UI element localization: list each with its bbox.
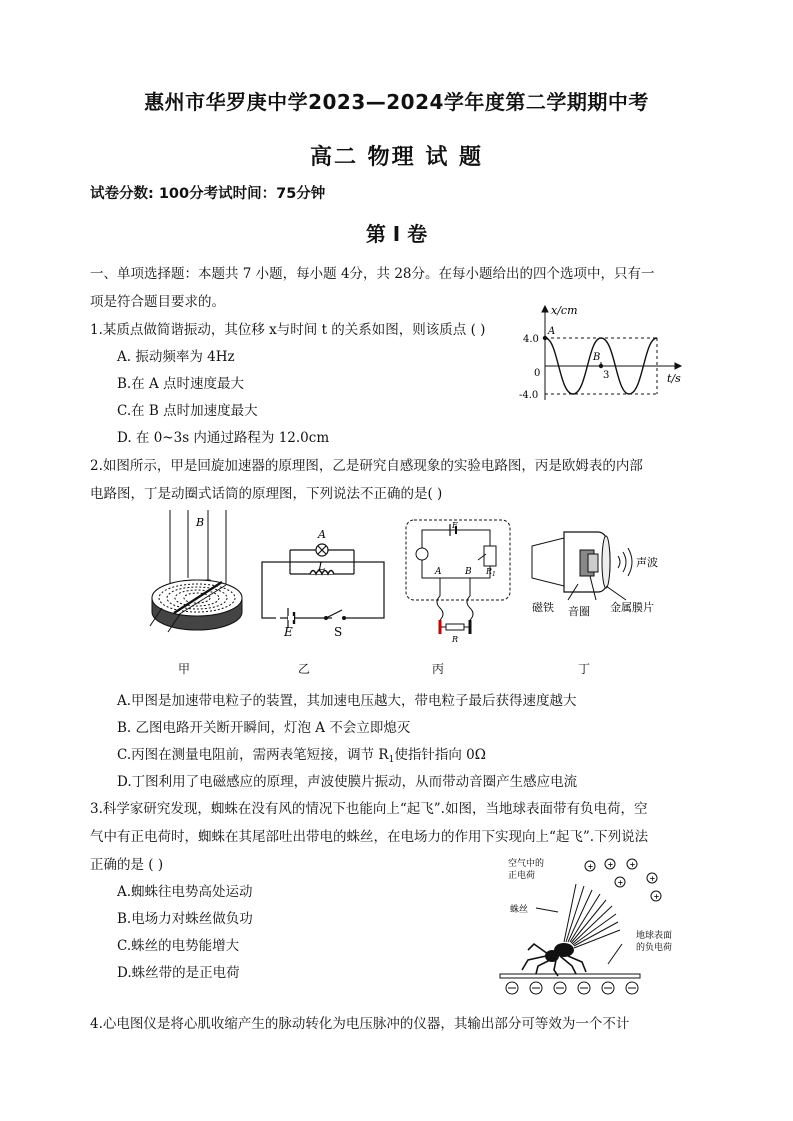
mic-diaphragm-label: 金属膜片 [610, 601, 654, 614]
q2-option-c-sub: 1 [388, 755, 395, 765]
circuit-emf-label: E [284, 625, 293, 639]
q2-option-c [117, 743, 486, 765]
svg-text:+: + [587, 862, 594, 871]
exam-meta: 试卷分数: 100分考试时间：75分钟 [90, 186, 326, 202]
circuit-bulb-label: A [318, 528, 326, 541]
q3-option-a: A.蜘蛛往电势高处运动 [117, 884, 253, 900]
q3-stem-line1: 3.科学家研究发现，蜘蛛在没有风的情况下也能向上“起飞”.如图，当地球表面带有负电荷，空 [90, 801, 648, 817]
circuit-switch-label: S [334, 625, 343, 639]
q4-stem: 4.心电图仪是将心肌收缩产生的脉动转化为电压脉冲的仪器，其输出部分可等效为一个不计 [90, 1016, 630, 1032]
q2-option-a: A.甲图是加速带电粒子的装置，其加速电压越大，带电粒子最后获得速度越大 [117, 693, 577, 709]
ohmmeter-probe-a: A [435, 567, 442, 577]
spider-air-charge-label-1: 空气中的 [508, 859, 545, 869]
q3-option-b: B.电场力对蛛丝做负功 [117, 911, 253, 927]
caption-bing: 丙 [432, 662, 445, 676]
ohmmeter-r1-sub: 1 [492, 571, 496, 578]
q1-graph-origin: 0 [534, 368, 541, 379]
q1-graph-tick-top: 4.0 [523, 334, 539, 345]
q2-option-c-pre: C.丙图在测量电阻前，需两表笔短接，调节 R [117, 747, 389, 763]
exam-title: 惠州市华罗庚中学2023—2024学年度第二学期期中考 [144, 90, 649, 114]
q3-option-d: D.蛛丝带的是正电荷 [117, 965, 240, 981]
caption-jia: 甲 [178, 662, 191, 676]
section-instructions-line1: 一、单项选择题：本题共 7 小题，每小题 4分，共 28分。在每小题给出的四个选项中，只有一 [90, 266, 655, 282]
svg-text:+: + [649, 874, 656, 883]
q1-option-c: C.在 B 点时加速度最大 [117, 403, 258, 419]
q1-graph-point-b: B [593, 352, 601, 363]
q1-graph-y-label: x/cm [551, 304, 578, 317]
cyclotron-figure [140, 508, 250, 638]
svg-text:+: + [653, 892, 660, 901]
ohmmeter-figure [402, 516, 514, 646]
mic-sound-wave-label: 声波 [636, 556, 658, 569]
q1-graph-tick-bottom: -4.0 [519, 390, 539, 401]
q3-stem-line3: 正确的是 ( ) [90, 857, 164, 873]
mic-coil-label: 音圈 [568, 605, 590, 618]
caption-ding: 丁 [578, 662, 591, 676]
q1-graph-point-a: A [548, 326, 556, 337]
mic-magnet-label: 磁铁 [532, 601, 554, 614]
caption-yi: 乙 [298, 662, 311, 676]
q3-option-c: C.蛛丝的电势能增大 [117, 938, 240, 954]
q3-stem-line2: 气中有正电荷时，蜘蛛在其尾部吐出带电的蛛丝，在电场力的作用下实现向上“起飞”.下列说法 [90, 829, 649, 845]
q2-option-c-post: 使指针指向 0Ω [394, 747, 486, 763]
part-heading: 第 I 卷 [365, 222, 428, 246]
section-instructions-line2: 项是符合题目要求的。 [90, 294, 225, 310]
q1-displacement-graph [515, 298, 695, 408]
ohmmeter-probe-b: B [465, 567, 472, 577]
spider-ground-charge-label-1: 地球表面 [636, 931, 673, 941]
spider-ground-charge-label-2: 的负电荷 [636, 943, 673, 953]
q2-option-d: D.丁图利用了电磁感应的原理，声波使膜片振动，从而带动音圈产生感应电流 [117, 774, 578, 790]
svg-text:+: + [617, 878, 624, 887]
circuit-inductor-label: L [318, 560, 326, 573]
q1-graph-tick-x: 3 [603, 370, 610, 381]
q1-graph-x-label: t/s [667, 372, 681, 385]
svg-text:+: + [629, 860, 636, 869]
q2-option-b: B. 乙图电路开关断开瞬间，灯泡 A 不会立即熄灭 [117, 720, 411, 736]
ohmmeter-emf-label: E [452, 521, 458, 530]
ohmmeter-r-label: R [452, 635, 459, 644]
self-induction-circuit-figure [258, 522, 388, 642]
q1-option-b: B.在 A 点时速度最大 [117, 376, 245, 392]
ohmmeter-r1-label: R [486, 567, 493, 576]
q1-option-d: D. 在 0~3s 内通过路程为 12.0cm [117, 430, 330, 446]
spider-air-charge-label-2: 正电荷 [508, 871, 536, 881]
q1-stem: 1.某质点做简谐振动，其位移 x与时间 t 的关系如图，则该质点 ( ) [90, 322, 486, 338]
spider-flight-figure [498, 852, 678, 997]
svg-text:+: + [607, 860, 614, 869]
microphone-figure [528, 518, 678, 618]
cyclotron-b-label: B [196, 516, 205, 529]
q2-stem-line1: 2.如图所示，甲是回旋加速器的原理图，乙是研究自感现象的实验电路图，丙是欧姆表的内部 [90, 458, 643, 474]
exam-subtitle: 高二 物理 试 题 [310, 145, 483, 170]
spider-silk-label: 蛛丝 [510, 905, 529, 915]
q2-stem-line2: 电路图，丁是动圈式话筒的原理图，下列说法不正确的是( ) [90, 486, 443, 502]
q1-option-a: A. 振动频率为 4Hz [117, 349, 235, 365]
